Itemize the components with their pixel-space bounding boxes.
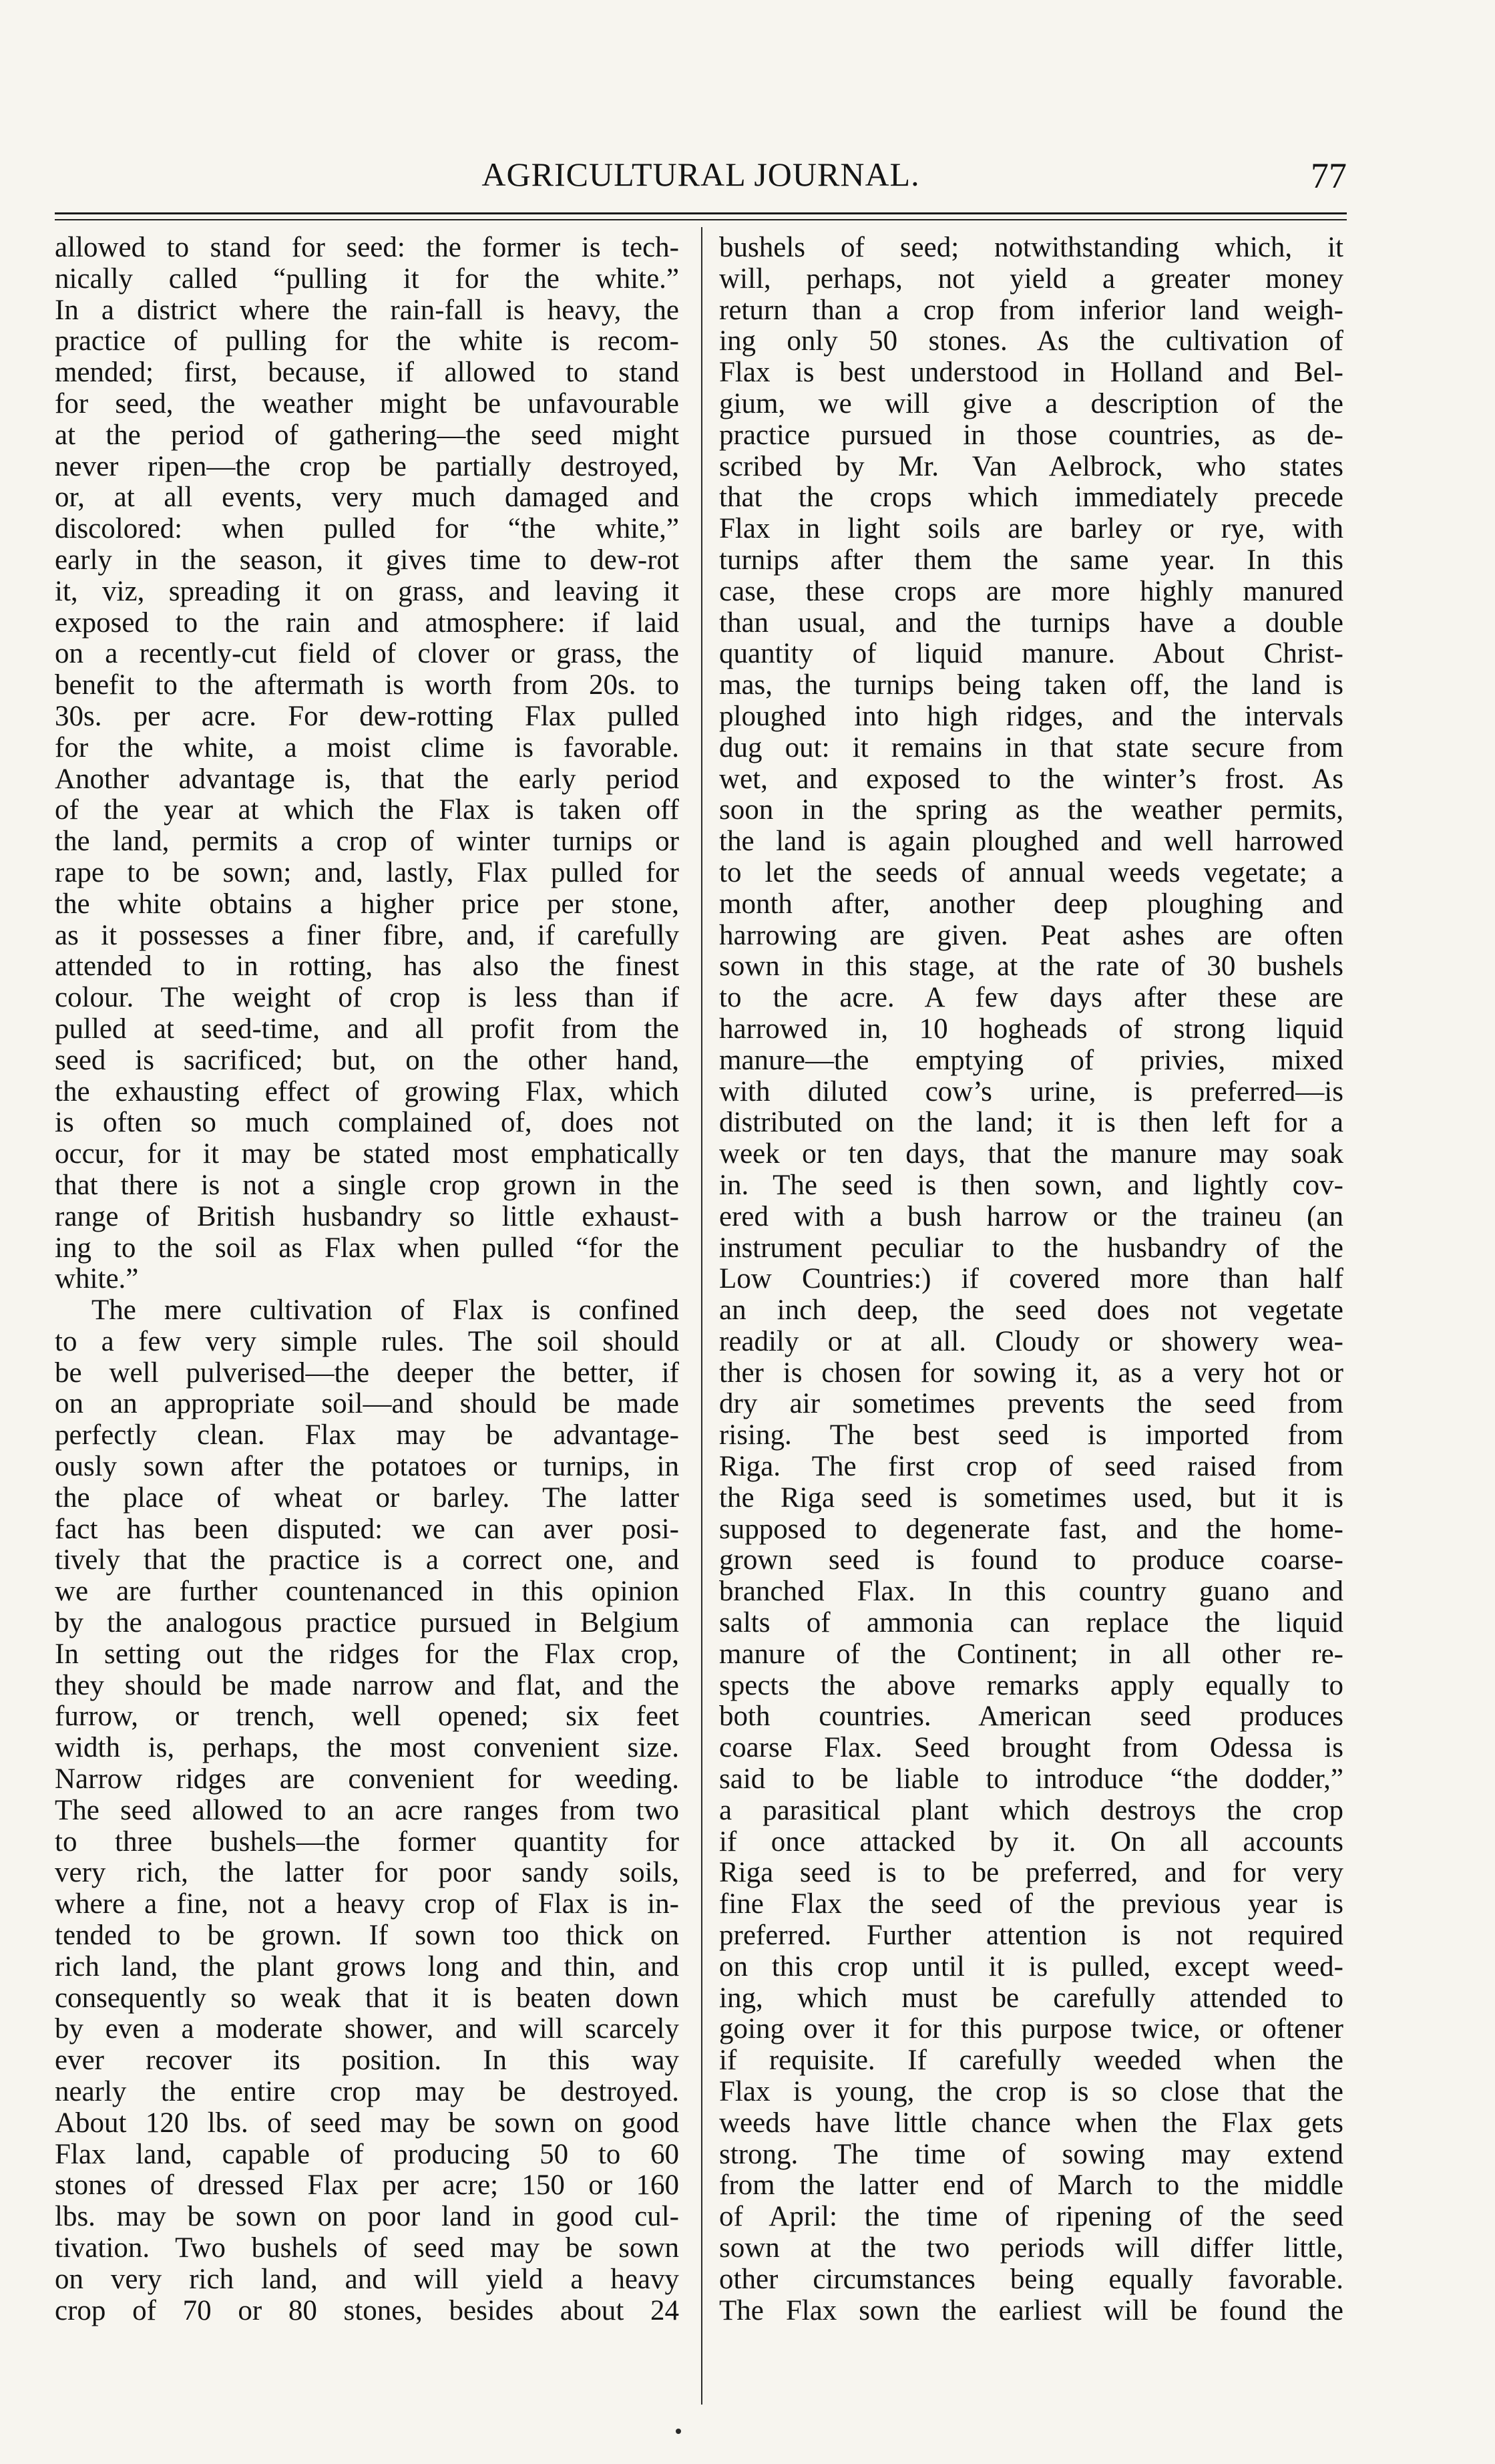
header-rule-thin <box>55 219 1347 220</box>
text-line: manure of the Continent; in all other re- <box>719 1638 1343 1670</box>
text-line: grown seed is found to produce coarse- <box>719 1545 1343 1576</box>
text-line: About 120 lbs. of seed may be sown on good <box>55 2107 679 2139</box>
text-line: on very rich land, and will yield a heavy <box>55 2264 679 2295</box>
text-line: ered with a bush harrow or the traineu (an <box>719 1201 1343 1232</box>
text-line: to the acre. A few days after these are <box>719 983 1343 1014</box>
text-line: The mere cultivation of Flax is confined <box>91 1295 679 1327</box>
text-line: nearly the entire crop may be destroyed. <box>55 2077 679 2108</box>
text-line: salts of ammonia can replace the liquid <box>719 1608 1343 1639</box>
text-line: practice pursued in those countries, as de- <box>719 419 1343 451</box>
text-line: Flax land, capable of producing 50 to 60 <box>55 2139 679 2170</box>
text-line: Riga. The first crop of seed raised from <box>719 1451 1343 1483</box>
text-line: gium, we will give a description of the <box>719 388 1343 419</box>
text-line: month after, another deep ploughing and <box>719 888 1343 920</box>
text-line: rising. The best seed is imported from <box>719 1420 1343 1451</box>
text-line: of April: the time of ripening of the seed <box>719 2202 1343 2233</box>
text-line: to let the seeds of annual weeds vegetate; a <box>719 857 1343 888</box>
text-line: quantity of liquid manure. About Christ- <box>719 639 1343 670</box>
text-line: dug out: it remains in that state secure from <box>719 732 1343 763</box>
text-line: occur, for it may be stated most emphatically <box>55 1139 679 1170</box>
text-line: where a fine, not a heavy crop of Flax is in- <box>55 1889 679 1920</box>
text-line: very rich, the latter for poor sandy soils, <box>55 1858 679 1889</box>
text-line: ing only 50 stones. As the cultivation of <box>719 326 1343 357</box>
text-line: ing, which must be carefully attended to <box>719 1982 1343 2014</box>
text-line: white.” <box>55 1264 139 1295</box>
text-line: with diluted cow’s urine, is preferred—is <box>719 1076 1343 1107</box>
text-line: pulled at seed-time, and all profit from the <box>55 1013 679 1045</box>
text-line: it, viz, spreading it on grass, and leaving it <box>55 576 679 607</box>
text-line: branched Flax. In this country guano and <box>719 1576 1343 1608</box>
text-line: readily or at all. Cloudy or showery wea- <box>719 1326 1343 1357</box>
text-line: The seed allowed to an acre ranges from two <box>55 1795 679 1826</box>
text-line: as it possesses a finer fibre, and, if carefully <box>55 920 679 951</box>
text-line: going over it for this purpose twice, or oftener <box>719 2014 1343 2045</box>
text-line: exposed to the rain and atmosphere: if laid <box>55 607 679 639</box>
text-line: supposed to degenerate fast, and the home- <box>719 1514 1343 1545</box>
text-line: return than a crop from inferior land weigh- <box>719 295 1343 326</box>
text-line: ing to the soil as Flax when pulled “for the <box>55 1232 679 1264</box>
text-line: the land is again ploughed and well harrowed <box>719 826 1343 858</box>
text-line: colour. The weight of crop is less than if <box>55 983 679 1014</box>
text-line: harrowed in, 10 hogheads of strong liquid <box>719 1013 1343 1045</box>
text-line: from the latter end of March to the middle <box>719 2170 1343 2202</box>
text-line: said to be liable to introduce “the dodder,” <box>719 1764 1343 1795</box>
text-line: tively that the practice is a correct one, and <box>55 1545 679 1576</box>
text-line: early in the season, it gives time to dew-rot <box>55 544 679 576</box>
text-line: harrowing are given. Peat ashes are often <box>719 920 1343 951</box>
text-line: mas, the turnips being taken off, the land is <box>719 670 1343 701</box>
bottom-mark <box>676 2429 681 2434</box>
text-line: to a few very simple rules. The soil should <box>55 1326 679 1357</box>
text-line: fact has been disputed: we can aver posi- <box>55 1514 679 1545</box>
right-column <box>719 232 1343 2437</box>
text-line: on an appropriate soil—and should be made <box>55 1389 679 1420</box>
text-line: Narrow ridges are convenient for weeding. <box>55 1764 679 1795</box>
text-line: the exhausting effect of growing Flax, which <box>55 1076 679 1107</box>
text-line: that the crops which immediately precede <box>719 482 1343 514</box>
text-line: turnips after them the same year. In this <box>719 544 1343 576</box>
page-number: 77 <box>1311 156 1347 196</box>
page-header <box>55 155 1347 202</box>
left-column <box>55 232 679 2437</box>
text-line: at the period of gathering—the seed might <box>55 419 679 451</box>
text-line: if requisite. If carefully weeded when the <box>719 2045 1343 2077</box>
text-line: they should be made narrow and flat, and the <box>55 1670 679 1701</box>
text-line: Another advantage is, that the early period <box>55 763 679 795</box>
text-line: ever recover its position. In this way <box>55 2045 679 2077</box>
text-line: mended; first, because, if allowed to stand <box>55 357 679 389</box>
text-line: In setting out the ridges for the Flax crop, <box>55 1638 679 1670</box>
text-line: dry air sometimes prevents the seed from <box>719 1389 1343 1420</box>
header-rule-thick <box>55 212 1347 214</box>
text-line: the Riga seed is sometimes used, but it is <box>719 1482 1343 1514</box>
text-line: distributed on the land; it is then left for a <box>719 1107 1343 1139</box>
text-line: sown at the two periods will differ little, <box>719 2233 1343 2264</box>
text-line: seed is sacrificed; but, on the other hand, <box>55 1045 679 1076</box>
text-line: width is, perhaps, the most convenient size. <box>55 1733 679 1764</box>
text-line: instrument peculiar to the husbandry of the <box>719 1232 1343 1264</box>
text-line: preferred. Further attention is not required <box>719 1920 1343 1952</box>
text-line: by the analogous practice pursued in Belgium <box>55 1608 679 1639</box>
text-line: fine Flax the seed of the previous year is <box>719 1889 1343 1920</box>
running-head: AGRICULTURAL JOURNAL. <box>481 156 920 193</box>
text-line: other circumstances being equally favorable. <box>719 2264 1343 2295</box>
text-line: furrow, or trench, well opened; six feet <box>55 1701 679 1733</box>
text-line: 30s. per acre. For dew-rotting Flax pulled <box>55 701 679 732</box>
text-line: attended to in rotting, has also the finest <box>55 951 679 983</box>
text-line: soon in the spring as the weather permits, <box>719 795 1343 826</box>
column-divider <box>701 227 702 2405</box>
text-line: consequently so weak that it is beaten down <box>55 1982 679 2014</box>
text-line: Flax in light soils are barley or rye, with <box>719 514 1343 545</box>
text-line: on a recently-cut field of clover or grass, the <box>55 639 679 670</box>
text-line: scribed by Mr. Van Aelbrock, who states <box>719 451 1343 482</box>
text-line: nically called “pulling it for the white.” <box>55 263 679 295</box>
text-line: week or ten days, that the manure may soak <box>719 1139 1343 1170</box>
text-line: an inch deep, the seed does not vegetate <box>719 1295 1343 1327</box>
text-line: or, at all events, very much damaged and <box>55 482 679 514</box>
text-line: on this crop until it is pulled, except weed- <box>719 1951 1343 1982</box>
text-line: the white obtains a higher price per stone, <box>55 888 679 920</box>
text-line: tended to be grown. If sown too thick on <box>55 1920 679 1952</box>
text-line: both countries. American seed produces <box>719 1701 1343 1733</box>
text-line: for seed, the weather might be unfavourable <box>55 388 679 419</box>
text-line: of the year at which the Flax is taken off <box>55 795 679 826</box>
text-line: Flax is best understood in Holland and Bel- <box>719 357 1343 389</box>
text-line: crop of 70 or 80 stones, besides about 24 <box>55 2295 679 2326</box>
text-line: bushels of seed; notwithstanding which, it <box>719 232 1343 263</box>
text-line: if once attacked by it. On all accounts <box>719 1826 1343 1858</box>
text-line: Low Countries:) if covered more than half <box>719 1264 1343 1295</box>
text-line: ously sown after the potatoes or turnips, in <box>55 1451 679 1483</box>
text-line: Riga seed is to be preferred, and for very <box>719 1858 1343 1889</box>
text-line: the place of wheat or barley. The latter <box>55 1482 679 1514</box>
text-line: to three bushels—the former quantity for <box>55 1826 679 1858</box>
text-line: rape to be sown; and, lastly, Flax pulled for <box>55 857 679 888</box>
text-line: ther is chosen for sowing it, as a very hot or <box>719 1357 1343 1389</box>
text-line: stones of dressed Flax per acre; 150 or 160 <box>55 2170 679 2202</box>
text-line: lbs. may be sown on poor land in good cul- <box>55 2202 679 2233</box>
text-line: strong. The time of sowing may extend <box>719 2139 1343 2170</box>
text-line: is often so much complained of, does not <box>55 1107 679 1139</box>
text-line: never ripen—the crop be partially destroyed, <box>55 451 679 482</box>
text-line: ploughed into high ridges, and the intervals <box>719 701 1343 732</box>
text-line: practice of pulling for the white is recom- <box>55 326 679 357</box>
text-line: for the white, a moist clime is favorable. <box>55 732 679 763</box>
text-line: Flax is young, the crop is so close that the <box>719 2077 1343 2108</box>
text-line: that there is not a single crop grown in the <box>55 1170 679 1201</box>
text-line: The Flax sown the earliest will be found the <box>719 2295 1343 2326</box>
text-line: manure—the emptying of privies, mixed <box>719 1045 1343 1076</box>
text-line: a parasitical plant which destroys the crop <box>719 1795 1343 1826</box>
text-line: benefit to the aftermath is worth from 20s. to <box>55 670 679 701</box>
text-line: tivation. Two bushels of seed may be sown <box>55 2233 679 2264</box>
text-line: discolored: when pulled for “the white,” <box>55 514 679 545</box>
text-line: sown in this stage, at the rate of 30 bushels <box>719 951 1343 983</box>
text-line: than usual, and the turnips have a double <box>719 607 1343 639</box>
text-line: perfectly clean. Flax may be advantage- <box>55 1420 679 1451</box>
text-line: wet, and exposed to the winter’s frost. As <box>719 763 1343 795</box>
text-line: rich land, the plant grows long and thin, and <box>55 1951 679 1982</box>
text-line: will, perhaps, not yield a greater money <box>719 263 1343 295</box>
text-line: In a district where the rain-fall is heavy, the <box>55 295 679 326</box>
text-line: range of British husbandry so little exhaust- <box>55 1201 679 1232</box>
text-line: be well pulverised—the deeper the better, if <box>55 1357 679 1389</box>
text-line: coarse Flax. Seed brought from Odessa is <box>719 1733 1343 1764</box>
text-line: in. The seed is then sown, and lightly cov- <box>719 1170 1343 1201</box>
text-line: we are further countenanced in this opinion <box>55 1576 679 1608</box>
text-line: by even a moderate shower, and will scarcely <box>55 2014 679 2045</box>
text-line: case, these crops are more highly manured <box>719 576 1343 607</box>
text-line: spects the above remarks apply equally to <box>719 1670 1343 1701</box>
text-line: weeds have little chance when the Flax gets <box>719 2107 1343 2139</box>
text-line: allowed to stand for seed: the former is tech- <box>55 232 679 263</box>
text-line: the land, permits a crop of winter turnips or <box>55 826 679 858</box>
